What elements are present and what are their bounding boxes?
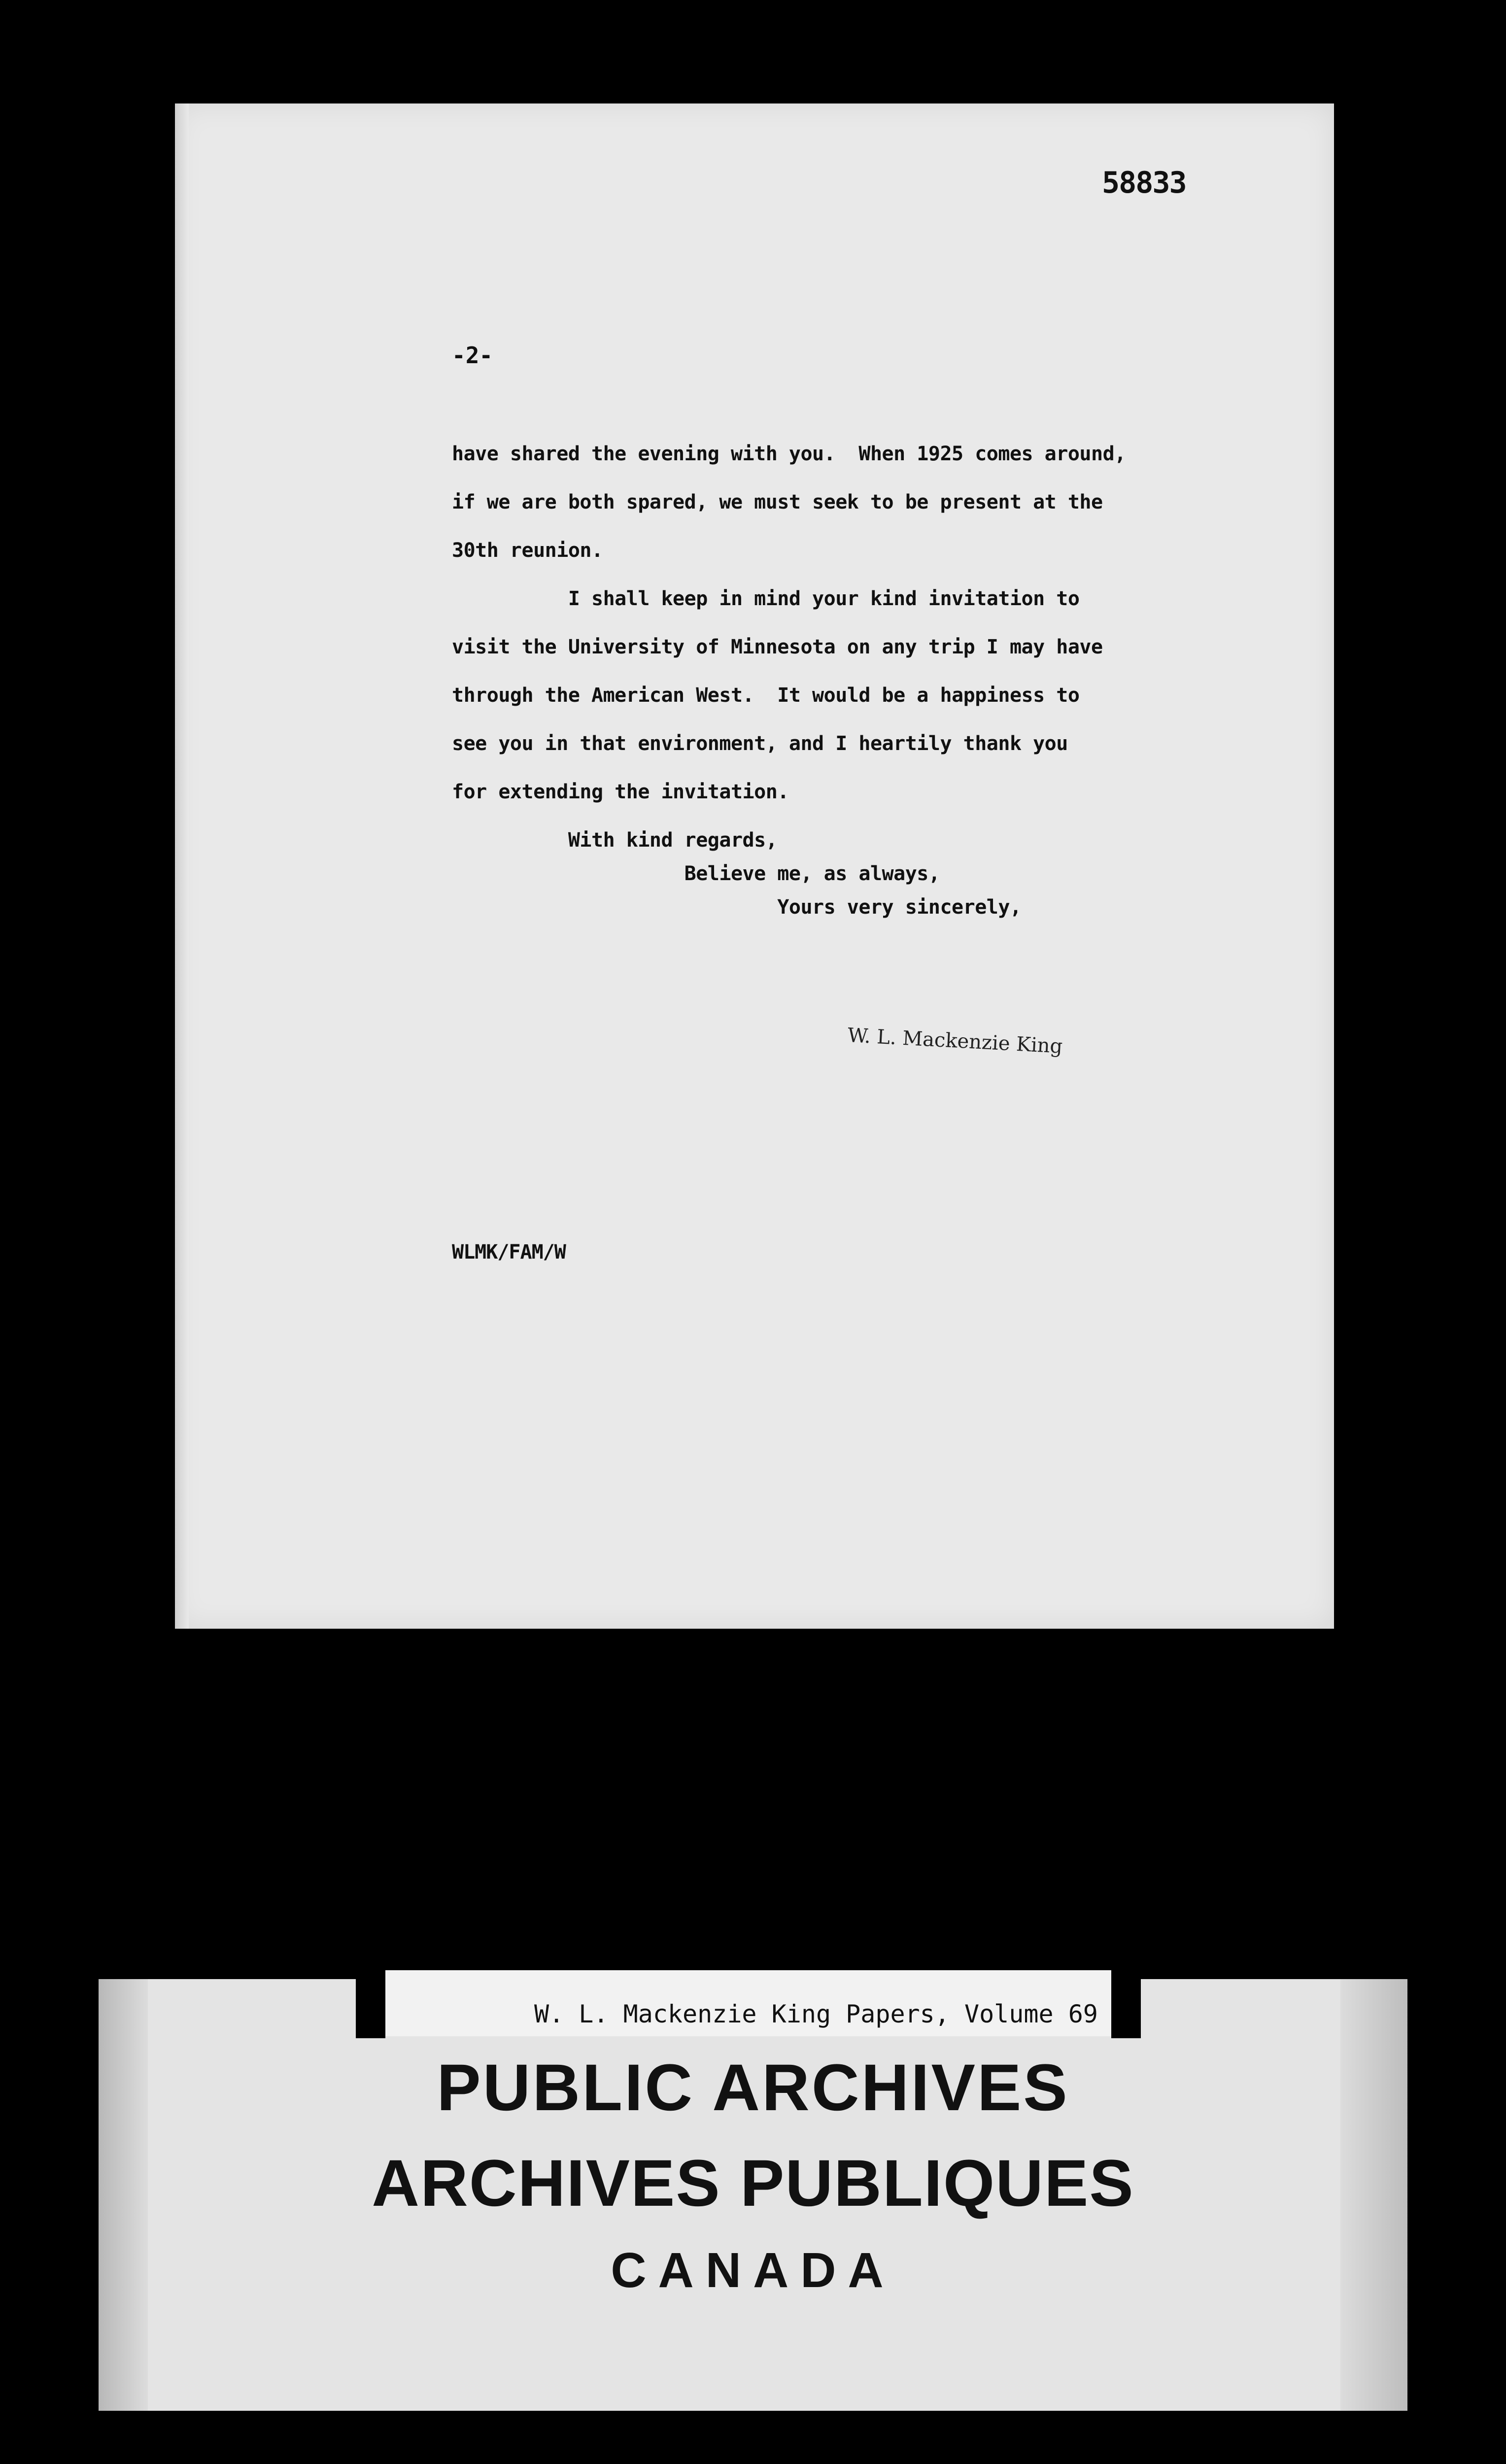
typist-initials: WLMK/FAM/W <box>452 1241 566 1264</box>
body-line: see you in that environment, and I heartily thank you <box>452 732 1068 755</box>
body-line: for extending the invitation. <box>452 781 789 803</box>
body-line: have shared the evening with you. When 1925 comes around, <box>452 443 1126 465</box>
card-notch-right <box>1111 1979 1141 2038</box>
closing-line: Believe me, as always, <box>452 862 940 885</box>
page-edge <box>175 103 189 1629</box>
volume-label: W. L. Mackenzie King Papers, Volume 69 <box>534 2000 1098 2028</box>
signature-stamp: W. L. Mackenzie King <box>847 1024 1063 1058</box>
archive-title-french: ARCHIVES PUBLIQUES <box>372 2147 1134 2220</box>
body-line: through the American West. It would be a happiness to <box>452 684 1080 707</box>
archive-title-english: PUBLIC ARCHIVES <box>437 2051 1069 2124</box>
body-line: I shall keep in mind your kind invitation to <box>452 587 1080 610</box>
body-line: 30th reunion. <box>452 539 603 562</box>
page-marker: -2- <box>452 342 493 369</box>
closing-line: With kind regards, <box>452 829 778 852</box>
page-number: 58833 <box>1102 166 1186 200</box>
card-notch-left <box>356 1979 385 2038</box>
body-line: visit the University of Minnesota on any trip I may have <box>452 636 1103 658</box>
body-line: if we are both spared, we must seek to be present at the <box>452 491 1103 513</box>
archive-country: CANADA <box>611 2243 895 2298</box>
closing-line: Yours very sincerely, <box>452 896 1022 919</box>
